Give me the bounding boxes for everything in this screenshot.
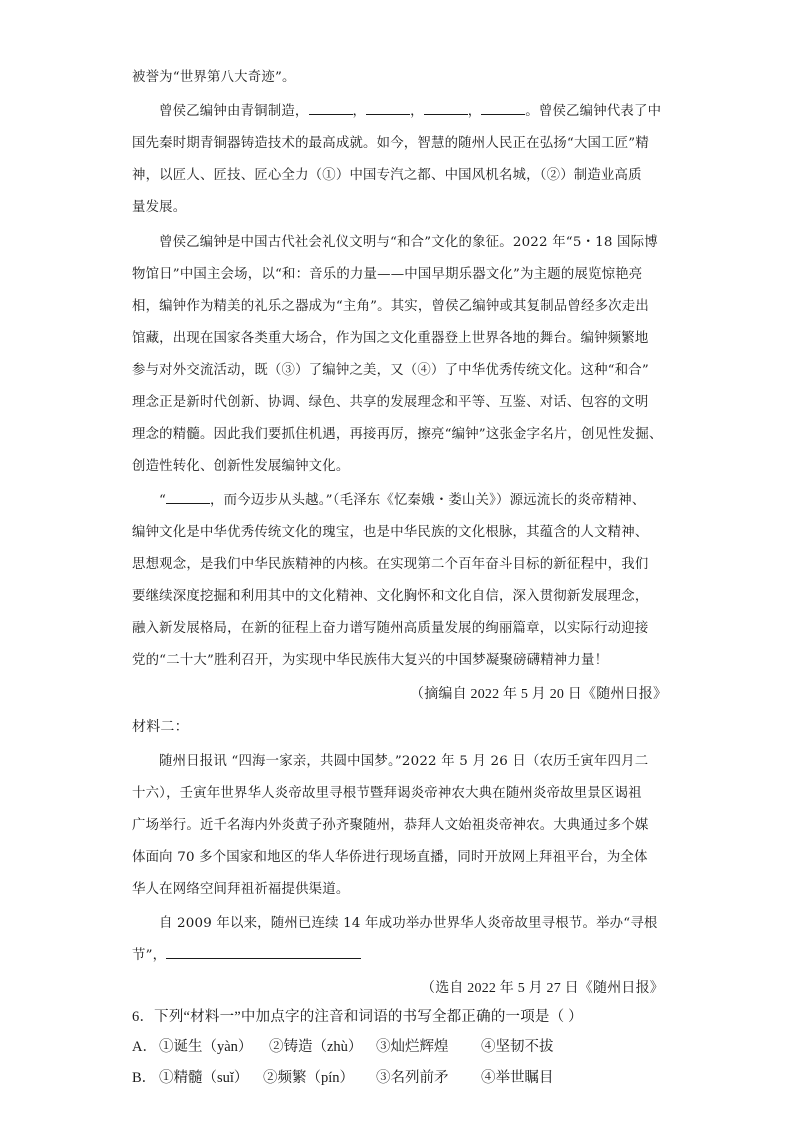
text-line: 要继续深度挖掘和利用其中的文化精神、文化胸怀和文化自信，深入贯彻新发展理念， <box>132 589 649 604</box>
option-b-1: ①精髓（suǐ） <box>159 1070 249 1086</box>
text-line: 体面向 70 多个国家和地区的华人华侨进行现场直播，同时开放网上拜祖平台，为全体 <box>132 850 648 865</box>
fill-blank <box>166 491 210 504</box>
text-line: 随州日报讯 “四海一家亲，共圆中国梦。”2022 年 5 月 26 日（农历壬寅年四月二 <box>159 754 649 769</box>
text-line: 编钟文化是中华优秀传统文化的瑰宝，也是中华民族的文化根脉，其蕴含的人文精神、 <box>132 525 649 540</box>
text-line: 党的“二十大”胜利召开，为实现中华民族伟大复兴的中国梦凝聚磅礴精神力量！ <box>132 653 609 668</box>
text-line: 国先秦时期青铜器铸造技术的最高成就。如今，智慧的随州人民正在弘扬“大国工匠”精 <box>132 136 649 151</box>
source-citation: （摘编自 2022 年 5 月 20 日《随州日报》 <box>410 687 668 702</box>
text-line: 十六），壬寅年世界华人炎帝故里寻根节暨拜谒炎帝神农大典在随州炎帝故里景区谒祖 <box>132 786 642 801</box>
text-line: 自 2009 年以来，随州已连续 14 年成功举办世界华人炎帝故里寻根节。举办“寻根 <box>159 916 658 931</box>
quote-open: “ <box>159 493 167 508</box>
fill-blank <box>366 102 410 115</box>
question-stem: 6．下列“材料一”中加点字的注音和词语的书写全都正确的一项是（ ） <box>132 1009 583 1025</box>
text-line: 曾侯乙编钟是中国古代社会礼仪文明与“和合”文化的象征。2022 年“5・18 国际博 <box>159 235 658 250</box>
option-label-b: B． <box>132 1070 157 1086</box>
option-a-1: ①诞生（yàn） <box>159 1039 253 1055</box>
text-line: 物馆日”中国主会场，以“和：音乐的力量——中国早期乐器文化”为主题的展览惊艳亮 <box>132 267 643 282</box>
text-line: 参与对外交流活动，既（③）了编钟之美，又（④）了中华优秀传统文化。这种“和合” <box>132 363 649 378</box>
option-a-2: ②铸造（zhù） <box>269 1039 363 1055</box>
text-line: 广场举行。近千名海内外炎黄子孙齐聚随州，恭拜人文始祖炎帝神农。大典通过多个媒 <box>132 818 649 833</box>
fill-blank <box>424 102 468 115</box>
text-segment: ，而今迈步从头越。”（毛泽东《忆秦娥・娄山关》）源远流长的炎帝精神、 <box>210 493 646 508</box>
text-line: 思想观念，是我们中华民族精神的内核。在实现第二个百年奋斗目标的新征程中，我们 <box>132 557 649 572</box>
text-line-with-blank <box>132 944 361 963</box>
text-line: 融入新发展格局，在新的征程上奋力谱写随州高质量发展的绚丽篇章，以实际行动迎接 <box>132 621 649 636</box>
text-line: 被誉为“世界第八大奇迹”。 <box>132 70 296 85</box>
source-citation: （选自 2022 年 5 月 27 日《随州日报》 <box>421 981 664 996</box>
section-label: 材料二： <box>132 720 189 735</box>
text-line: 理念的精髓。因此我们要抓住机遇，再接再厉，擦亮“编钟”这张金字名片，创见性发掘、 <box>132 427 663 442</box>
comma: ， <box>467 104 482 119</box>
text-line: 神，以匠人、匠技、匠心全力（①）中国专汽之都、中国风机名城，（②）制造业高质 <box>132 168 642 183</box>
text-line-with-blanks <box>159 100 661 119</box>
text-line: 理念正是新时代创新、协调、绿色、共享的发展理念和平等、互鉴、对话、包容的文明 <box>132 395 649 410</box>
text-line: 量发展。 <box>132 200 187 215</box>
comma: ， <box>352 104 367 119</box>
fill-blank <box>309 102 353 115</box>
text-line: 馆藏，出现在国家各类重大场合，作为国之文化重器登上世界各地的舞台。编钟频繁地 <box>132 331 649 346</box>
option-b-2: ②频繁（pín） <box>263 1070 355 1086</box>
text-line-with-blank <box>159 489 645 508</box>
option-a-3: ③灿烂辉煌 <box>376 1039 449 1055</box>
option-a-4: ④坚韧不拔 <box>481 1039 554 1055</box>
text-segment: 节”， <box>132 948 167 963</box>
comma: ， <box>410 104 424 119</box>
option-label-a: A． <box>132 1039 157 1055</box>
text-segment: 曾侯乙编钟由青铜制造， <box>159 104 309 119</box>
option-b-3: ③名列前矛 <box>376 1070 449 1086</box>
option-b-4: ④举世瞩目 <box>481 1070 554 1086</box>
text-line: 华人在网络空间拜祖祈福提供渠道。 <box>132 882 350 897</box>
text-segment: 。曾侯乙编钟代表了中 <box>525 104 662 119</box>
fill-blank <box>166 946 361 959</box>
text-line: 创造性转化、创新性发展编钟文化。 <box>132 459 350 474</box>
fill-blank <box>481 102 525 115</box>
text-line: 相，编钟作为精美的礼乐之器成为“主角”。其实，曾侯乙编钟或其复制品曾经多次走出 <box>132 299 649 314</box>
